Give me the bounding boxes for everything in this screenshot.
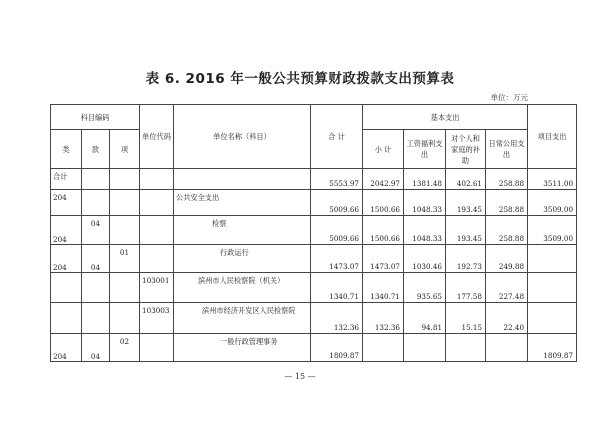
table-row: [51, 216, 577, 245]
cell-project: 3509.00: [528, 216, 577, 245]
cell-total: 1340.71: [311, 273, 363, 303]
cell-personal: 193.45: [446, 190, 486, 216]
cell-unit-name: [174, 169, 311, 190]
cell-project: [528, 273, 577, 303]
table-title: 表 6. 2016 年一般公共预算财政拨款支出预算表: [145, 71, 455, 87]
cell-kuan: 04: [82, 216, 110, 245]
cell-unit-name: 滨州市人民检察院（机关）: [174, 273, 311, 303]
cell-personal: 192.73: [446, 245, 486, 273]
cell-kuan: [82, 303, 110, 334]
cell-unit-name: 滨州市经济开发区人民检察院: [174, 303, 311, 334]
header-kuan: 款: [82, 130, 110, 169]
unit-label: 单位：万元: [490, 93, 528, 102]
cell-total: 1809.87: [311, 334, 363, 362]
cell-wages: 94.81: [404, 303, 446, 334]
cell-kuan: [82, 190, 110, 216]
cell-total: 5009.66: [311, 216, 363, 245]
table-row: [51, 245, 577, 273]
cell-daily: 258.88: [486, 169, 528, 190]
cell-kuan: 04: [82, 334, 110, 362]
cell-subtotal: 1500.66: [363, 216, 404, 245]
budget-table: [50, 104, 577, 362]
cell-project: 3509.00: [528, 190, 577, 216]
cell-total: 5553.97: [311, 169, 363, 190]
cell-unit-name: 检察: [174, 216, 311, 245]
cell-unit-code: [140, 245, 174, 273]
cell-subtotal: 1340.71: [363, 273, 404, 303]
cell-lei: [51, 273, 82, 303]
cell-project: 3511.00: [528, 169, 577, 190]
cell-lei: 204: [51, 190, 82, 216]
cell-wages: [404, 334, 446, 362]
cell-wages: 1048.33: [404, 190, 446, 216]
header-unit-name: 单位名称（科目）: [174, 105, 311, 169]
table-row: [51, 334, 577, 362]
header-subject-code: 科目编码: [51, 105, 140, 130]
cell-unit-name: 公共安全支出: [174, 190, 311, 216]
cell-xiang: [110, 303, 140, 334]
cell-total: 132.36: [311, 303, 363, 334]
cell-daily: 258.88: [486, 190, 528, 216]
cell-unit-name: 一般行政管理事务: [174, 334, 311, 362]
cell-subtotal: 1500.66: [363, 190, 404, 216]
header-project: 项目支出: [528, 105, 577, 169]
header-total: 合 计: [311, 105, 363, 169]
header-lei: 类: [51, 130, 82, 169]
cell-subtotal: 2042.97: [363, 169, 404, 190]
cell-unit-code: 103001: [140, 273, 174, 303]
header-daily: 日常公用支出: [486, 130, 528, 169]
cell-daily: [486, 334, 528, 362]
cell-unit-code: [140, 334, 174, 362]
header-personal: 对个人和家庭的补助: [446, 130, 486, 169]
cell-unit-name: 行政运行: [174, 245, 311, 273]
cell-xiang: [110, 273, 140, 303]
cell-daily: 227.48: [486, 273, 528, 303]
cell-personal: 15.15: [446, 303, 486, 334]
cell-unit-code: [140, 216, 174, 245]
cell-wages: 1030.46: [404, 245, 446, 273]
cell-wages: 935.65: [404, 273, 446, 303]
cell-lei: 204: [51, 334, 82, 362]
cell-daily: 258.88: [486, 216, 528, 245]
cell-lei: [51, 303, 82, 334]
cell-xiang: 01: [110, 245, 140, 273]
header-xiang: 项: [110, 130, 140, 169]
cell-personal: 193.45: [446, 216, 486, 245]
header-subtotal: 小 计: [363, 130, 404, 169]
cell-daily: 249.88: [486, 245, 528, 273]
cell-subtotal: [363, 334, 404, 362]
cell-project: [528, 245, 577, 273]
cell-xiang: [110, 216, 140, 245]
header-basic: 基本支出: [363, 105, 528, 130]
cell-personal: 402.61: [446, 169, 486, 190]
cell-unit-code: [140, 169, 174, 190]
cell-total: 1473.07: [311, 245, 363, 273]
header-wages: 工资福利支出: [404, 130, 446, 169]
cell-subtotal: 132.36: [363, 303, 404, 334]
page-number: — 15 —: [284, 372, 316, 381]
cell-xiang: [110, 190, 140, 216]
table-row: [51, 303, 577, 334]
cell-lei: 204: [51, 245, 82, 273]
cell-project: 1809.87: [528, 334, 577, 362]
cell-total: 5009.66: [311, 190, 363, 216]
header-unit-code: 单位代码: [140, 105, 174, 169]
table-row: [51, 190, 577, 216]
cell-unit-code: 103003: [140, 303, 174, 334]
cell-personal: [446, 334, 486, 362]
cell-wages: 1048.33: [404, 216, 446, 245]
cell-kuan: [82, 273, 110, 303]
table-row: [51, 273, 577, 303]
cell-unit-code: [140, 190, 174, 216]
table-row: [51, 169, 577, 190]
cell-kuan: [82, 169, 110, 190]
cell-wages: 1381.48: [404, 169, 446, 190]
cell-personal: 177.58: [446, 273, 486, 303]
cell-xiang: [110, 169, 140, 190]
cell-daily: 22.40: [486, 303, 528, 334]
cell-xiang: 02: [110, 334, 140, 362]
cell-kuan: 04: [82, 245, 110, 273]
cell-project: [528, 303, 577, 334]
cell-subtotal: 1473.07: [363, 245, 404, 273]
cell-lei: 204: [51, 216, 82, 245]
cell-lei: 合计: [51, 169, 82, 190]
